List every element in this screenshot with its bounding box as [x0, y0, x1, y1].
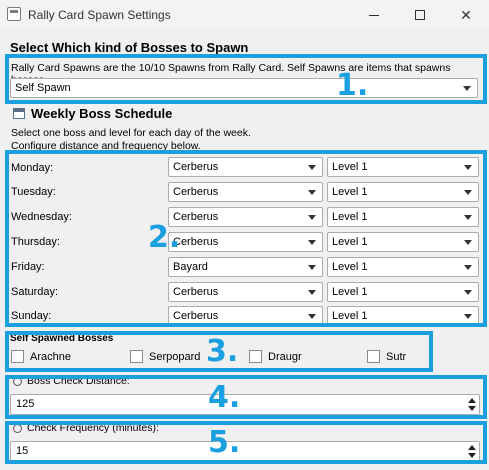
level-selected: Level 1	[332, 161, 368, 173]
boss-selected: Cerberus	[173, 186, 219, 198]
frequency-value: 15	[16, 445, 29, 457]
day-label: Saturday:	[11, 286, 59, 298]
frequency-label: Check Frequency (minutes):	[27, 422, 159, 434]
app-window-icon	[7, 7, 21, 21]
highlight-box-1	[5, 54, 487, 104]
spawn-type-description: Rally Card Spawns are the 10/10 Spawns from Rally Card. Self Spawns are items that spawns	[11, 62, 451, 74]
level-selected: Level 1	[332, 236, 368, 248]
maximize-button[interactable]	[397, 0, 443, 30]
annotation-number-4: 4.	[208, 380, 241, 415]
boss-selected: Cerberus	[173, 286, 219, 298]
day-label: Wednesday:	[11, 211, 72, 223]
distance-value: 125	[16, 398, 35, 410]
day-label: Friday:	[11, 261, 45, 273]
schedule-heading: Weekly Boss Schedule	[31, 106, 173, 121]
level-selected: Level 1	[332, 211, 368, 223]
self-spawned-title: Self Spawned Bosses	[10, 333, 114, 344]
highlight-box-2	[5, 150, 487, 327]
schedule-desc-line-1: Select one boss and level for each day of the week.	[11, 127, 251, 139]
checkbox-label: Serpopard	[149, 351, 201, 363]
maximize-icon	[415, 10, 425, 20]
window-title: Rally Card Spawn Settings	[28, 8, 171, 22]
annotation-number-2: 2.	[148, 220, 181, 255]
schedule-desc-line-2: Configure distance and frequency below.	[11, 140, 201, 152]
distance-label: Boss Check Distance:	[27, 375, 130, 387]
day-label: Thursday:	[11, 236, 60, 248]
level-selected: Level 1	[332, 310, 368, 322]
highlight-box-4	[5, 375, 487, 419]
annotation-number-5: 5.	[208, 425, 241, 460]
calendar-icon	[13, 108, 25, 119]
checkbox-label: Draugr	[268, 351, 302, 363]
close-button[interactable]	[443, 0, 489, 30]
level-selected: Level 1	[332, 286, 368, 298]
annotation-number-1: 1.	[336, 68, 369, 103]
boss-selected: Cerberus	[173, 310, 219, 322]
day-label: Monday:	[11, 162, 54, 174]
boss-selected: Cerberus	[173, 161, 219, 173]
level-selected: Level 1	[332, 186, 368, 198]
close-icon: ✕	[460, 6, 472, 23]
day-label: Tuesday:	[11, 186, 56, 198]
title-bar	[0, 0, 489, 30]
boss-selected: Cerberus	[173, 236, 219, 248]
spawn-type-selected: Self Spawn	[15, 82, 71, 94]
minimize-icon	[369, 15, 379, 16]
level-selected: Level 1	[332, 261, 368, 273]
minimize-button[interactable]	[351, 0, 397, 30]
boss-selected: Bayard	[173, 261, 208, 273]
boss-selected: Cerberus	[173, 211, 219, 223]
annotation-number-3: 3.	[206, 334, 239, 369]
spawn-type-heading: Select Which kind of Bosses to Spawn	[10, 40, 249, 55]
highlight-box-5	[5, 421, 487, 464]
checkbox-label: Arachne	[30, 351, 71, 363]
checkbox-label: Sutr	[386, 351, 407, 363]
day-label: Sunday:	[11, 310, 52, 322]
